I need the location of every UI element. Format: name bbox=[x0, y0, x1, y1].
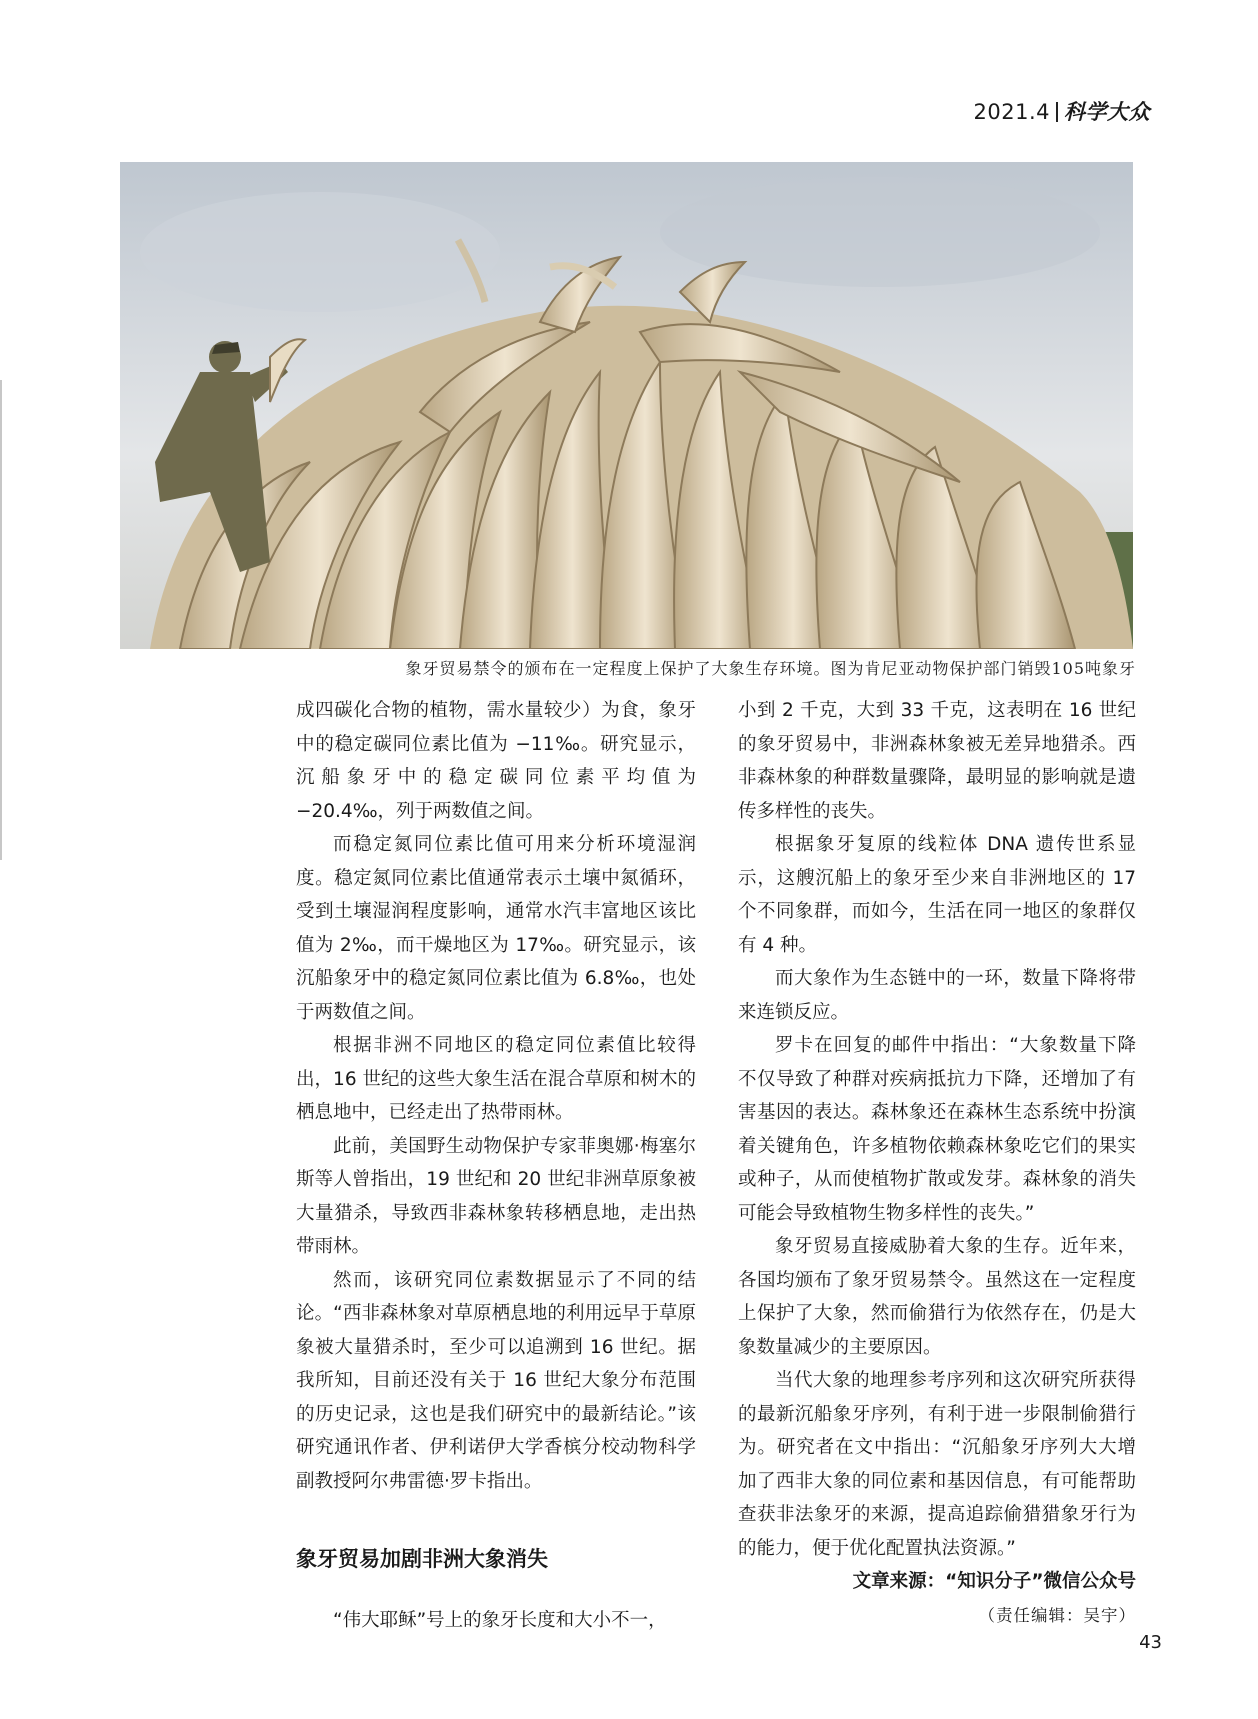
issue-header bbox=[974, 96, 1150, 126]
left-paragraph-6: “伟大耶稣”号上的象牙长度和大小不一， bbox=[333, 1610, 667, 1631]
right-paragraph-6: 当代大象的地理参考序列和这次研究所获得的最新沉船象牙序列，有利于进一步限制偷猎行为。研究者在文中指出：“沉船象牙序列大大增加了西非大象的同位素和基因信息，有可能帮助查获非法象牙的来源，提高追踪偷猎猎象牙行为的能力，便于优化配置执法资源。” bbox=[738, 1370, 1136, 1559]
page-edge-mark bbox=[0, 380, 2, 860]
left-column bbox=[296, 694, 696, 1638]
right-paragraph-4: 罗卡在回复的邮件中指出：“大象数量下降不仅导致了种群对疾病抵抗力下降，还增加了有害基因的表达。森林象还在森林生态系统中扮演着关键角色，许多植物依赖森林象吃它们的果实或种子，从而使植物扩散或发芽。森林象的消失可能会导致植物生物多样性的丧失。” bbox=[738, 1035, 1136, 1224]
right-paragraph-1: 小到 2 千克，大到 33 千克，这表明在 16 世纪的象牙贸易中，非洲森林象被无差异地猎杀。西非森林象的种群数量骤降，最明显的影响就是遗传多样性的丧失。 bbox=[738, 700, 1136, 822]
left-paragraph-2: 而稳定氮同位素比值可用来分析环境湿润度。稳定氮同位素比值通常表示土壤中氮循环，受到土壤湿润程度影响，通常水汽丰富地区该比值为 2‰，而干燥地区为 17‰。研究显示，该沉船象牙中的稳定氮同位素比值为 6.8‰，也处于两数值之间。 bbox=[296, 834, 696, 1023]
left-paragraph-1: 成四碳化合物的植物，需水量较少）为食，象牙中的稳定碳同位素比值为 −11‰。研究显示，沉船象牙中的稳定碳同位素平均值为 −20.4‰，列于两数值之间。 bbox=[296, 700, 696, 822]
responsible-editor: （责任编辑：吴宇） bbox=[978, 1605, 1136, 1625]
left-paragraph-3: 根据非洲不同地区的稳定同位素值比较得出，16 世纪的这些大象生活在混合草原和树木的栖息地中，已经走出了热带雨林。 bbox=[296, 1035, 696, 1123]
issue-number: 2021.4 bbox=[973, 100, 1050, 124]
photo-caption: 象牙贸易禁令的颁布在一定程度上保护了大象生存环境。图为肯尼亚动物保护部门销毁105吨象牙 bbox=[405, 659, 1136, 678]
magazine-logo: 科学大众 bbox=[1064, 99, 1150, 124]
right-column bbox=[738, 694, 1136, 1632]
right-paragraph-5: 象牙贸易直接威胁着大象的生存。近年来，各国均颁布了象牙贸易禁令。虽然这在一定程度上保护了大象，然而偷猎行为依然存在，仍是大象数量减少的主要原因。 bbox=[738, 1236, 1136, 1358]
right-paragraph-3: 而大象作为生态链中的一环，数量下降将带来连锁反应。 bbox=[738, 968, 1136, 1023]
left-paragraph-4: 此前，美国野生动物保护专家菲奥娜·梅塞尔斯等人曾指出，19 世纪和 20 世纪非洲草原象被大量猎杀，导致西非森林象转移栖息地，走出热带雨林。 bbox=[296, 1135, 696, 1257]
ivory-pile-illustration bbox=[120, 162, 1133, 649]
article-source: 文章来源：“知识分子”微信公众号 bbox=[852, 1571, 1136, 1592]
ivory-pile-photo bbox=[120, 162, 1133, 649]
header-divider bbox=[1056, 102, 1058, 122]
right-paragraph-2: 根据象牙复原的线粒体 DNA 遗传世系显示，这艘沉船上的象牙至少来自非洲地区的 17 个不同象群，而如今，生活在同一地区的象群仅有 4 种。 bbox=[738, 834, 1136, 956]
page-number: 43 bbox=[1139, 1632, 1162, 1653]
left-paragraph-5: 然而，该研究同位素数据显示了不同的结论。“西非森林象对草原栖息地的利用远早于草原象被大量猎杀时，至少可以追溯到 16 世纪。据我所知，目前还没有关于 16 世纪大象分布范围的历史记录，这也是我们研究中的最新结论。”该研究通讯作者、伊利诺伊大学香槟分校动物科学副教授阿尔弗雷德·罗卡指出。 bbox=[296, 1269, 696, 1492]
section-heading: 象牙贸易加剧非洲大象消失 bbox=[296, 1547, 548, 1571]
